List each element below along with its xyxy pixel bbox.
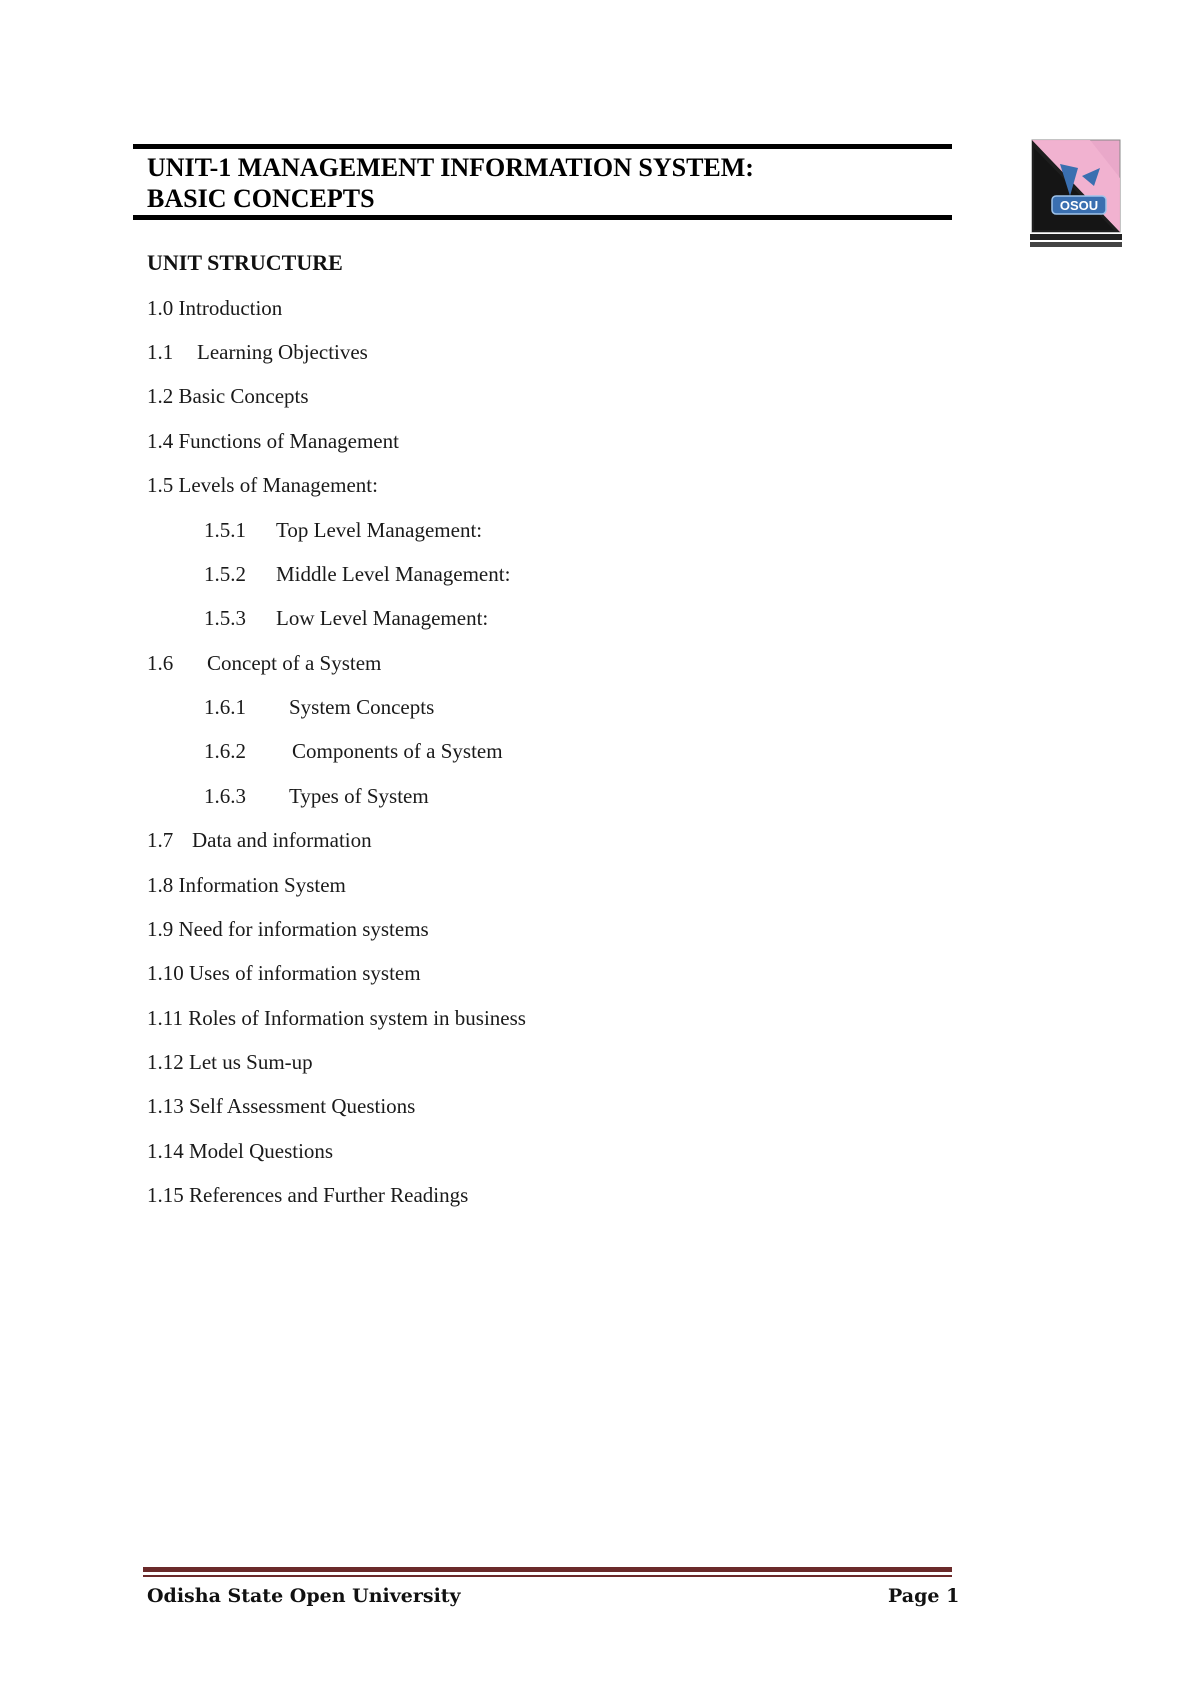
toc-item [147, 428, 399, 454]
toc-item-number: 1.6 [147, 651, 174, 675]
toc-item-number: 1.6.3 [204, 784, 246, 808]
toc-item [147, 916, 429, 942]
toc-item-label: Types of System [289, 784, 429, 808]
toc-item-number: 1.10 [147, 961, 184, 985]
toc-item [204, 605, 488, 631]
toc-item-label: Let us Sum-up [189, 1050, 313, 1074]
osou-logo-icon [1030, 138, 1122, 250]
toc-item-label: Self Assessment Questions [189, 1094, 416, 1118]
toc-item [147, 472, 378, 498]
toc-item [147, 827, 372, 853]
toc-item-label: Concept of a System [207, 651, 382, 675]
toc-item-number: 1.1 [147, 340, 174, 364]
toc-item-label: Learning Objectives [197, 340, 368, 364]
toc-item [147, 1138, 333, 1164]
toc-item-number: 1.12 [147, 1050, 184, 1074]
footer-university-name: Odisha State Open University [147, 1585, 461, 1607]
toc-item-number: 1.2 [147, 384, 174, 408]
toc-item [204, 738, 503, 764]
toc-item [147, 960, 421, 986]
toc-item-label: Introduction [178, 296, 283, 320]
title-top-rule [133, 144, 952, 149]
toc-item [147, 383, 309, 409]
toc-item-number: 1.0 [147, 296, 174, 320]
unit-structure-heading: UNIT STRUCTURE [147, 250, 343, 275]
toc-item [147, 339, 368, 365]
toc-item-label: Data and information [192, 828, 372, 852]
toc-item-number: 1.4 [147, 429, 174, 453]
toc-item-label: Components of a System [292, 739, 503, 763]
toc-item-label: System Concepts [289, 695, 435, 719]
toc-item [147, 650, 381, 676]
toc-item-number: 1.6.2 [204, 739, 246, 763]
toc-item [204, 517, 482, 543]
toc-item-number: 1.11 [147, 1006, 183, 1030]
toc-item [147, 295, 282, 321]
toc-item-label: Basic Concepts [178, 384, 309, 408]
toc-item [147, 1093, 415, 1119]
toc-item-label: References and Further Readings [189, 1183, 469, 1207]
title-bottom-rule [133, 215, 952, 220]
toc-item-label: Need for information systems [178, 917, 429, 941]
toc-item [204, 783, 429, 809]
logo-text: OSOU [1059, 198, 1099, 213]
toc-item [204, 561, 510, 587]
toc-item-label: Low Level Management: [276, 606, 489, 630]
toc-item-label: Top Level Management: [276, 518, 483, 542]
toc-item [147, 1182, 468, 1208]
toc-item [147, 1005, 526, 1031]
toc-item-label: Model Questions [189, 1139, 334, 1163]
toc-item-number: 1.5.3 [204, 606, 246, 630]
unit-title-line-1: UNIT-1 MANAGEMENT INFORMATION SYSTEM: [147, 153, 754, 182]
toc-item-label: Functions of Management [178, 429, 399, 453]
toc-item-number: 1.9 [147, 917, 174, 941]
toc-item-label: Information System [178, 873, 346, 897]
toc-item [147, 1049, 313, 1075]
footer-page-number: Page 1 [888, 1585, 960, 1607]
toc-item-number: 1.13 [147, 1094, 184, 1118]
toc-item-number: 1.5 [147, 473, 174, 497]
toc-item-number: 1.5.2 [204, 562, 246, 586]
toc-item-number: 1.15 [147, 1183, 184, 1207]
footer-rule-thin [143, 1575, 952, 1577]
toc-item-label: Levels of Management: [178, 473, 378, 497]
toc-item-number: 1.6.1 [204, 695, 246, 719]
toc-item-number: 1.14 [147, 1139, 184, 1163]
toc-item [204, 694, 434, 720]
toc-item-label: Middle Level Management: [276, 562, 511, 586]
unit-title-line-2: BASIC CONCEPTS [147, 184, 375, 213]
footer-rule [143, 1567, 952, 1572]
toc-item-label: Roles of Information system in business [188, 1006, 526, 1030]
toc-item-label: Uses of information system [189, 961, 421, 985]
toc-item-number: 1.8 [147, 873, 174, 897]
toc-item [147, 872, 346, 898]
toc-item-number: 1.5.1 [204, 518, 246, 542]
toc-item-number: 1.7 [147, 828, 174, 852]
